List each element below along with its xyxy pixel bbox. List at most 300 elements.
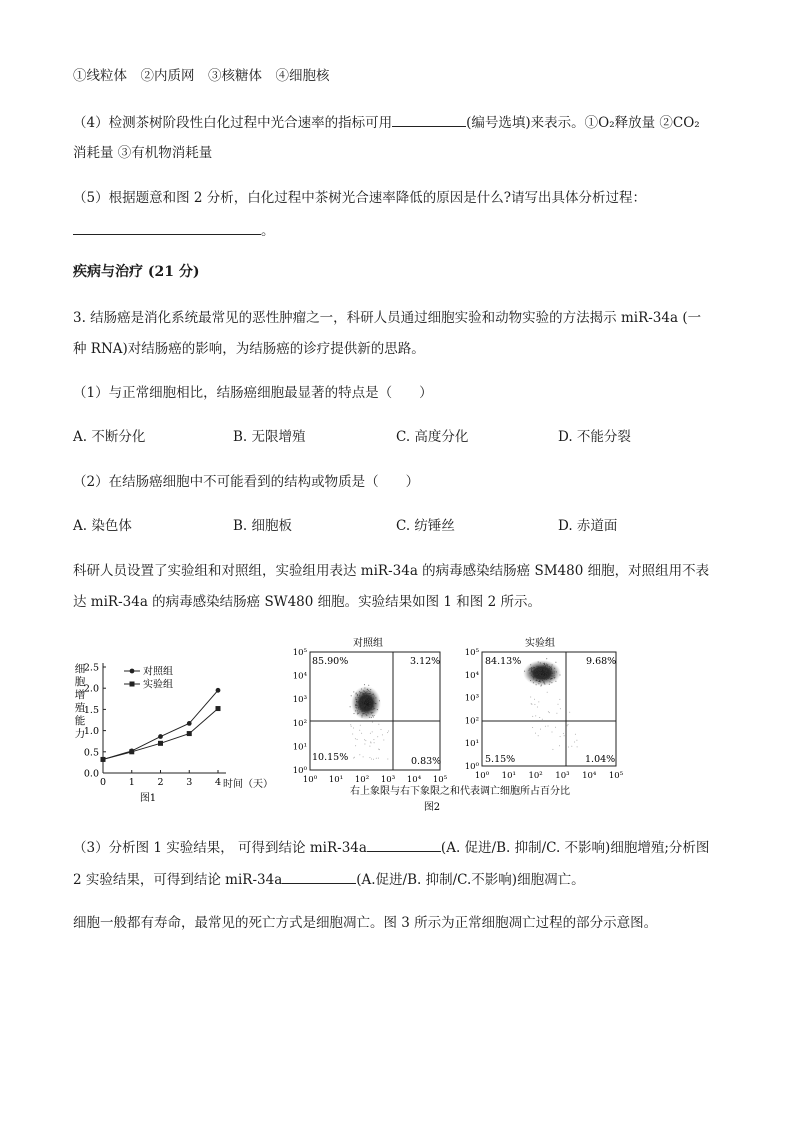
cell-dot: [363, 704, 364, 705]
cell-dot: [546, 658, 547, 659]
cell-dot: [360, 704, 361, 705]
question-5-answer: 。: [73, 220, 275, 241]
cell-dot: [542, 667, 543, 668]
cell-dot-sparse: [559, 745, 560, 746]
cell-dot-sparse: [364, 739, 365, 740]
cell-dot: [362, 693, 363, 694]
legend-label-control: 对照组: [143, 666, 173, 678]
cell-dot-sparse: [352, 734, 353, 735]
cell-dot: [369, 700, 370, 701]
cell-dot-sparse: [535, 715, 536, 716]
cell-dot: [530, 668, 531, 669]
cell-dot: [540, 677, 541, 678]
cell-dot: [357, 694, 358, 695]
cell-dot: [541, 672, 542, 673]
cell-dot: [366, 698, 367, 699]
cell-dot: [540, 681, 541, 682]
cell-dot: [358, 701, 359, 702]
cell-dot: [541, 676, 542, 677]
quadrant-bottom-right: 0.83%: [411, 756, 442, 767]
fig2-y-tick-label: 10⁴: [292, 671, 307, 682]
cell-dot: [368, 710, 369, 711]
cell-dot-sparse: [377, 736, 378, 737]
cell-dot: [372, 712, 373, 713]
answer-blank-apoptosis[interactable]: [282, 869, 356, 884]
cell-dot: [362, 710, 363, 711]
cell-dot: [365, 712, 366, 713]
cell-dot: [363, 696, 364, 697]
cell-dot: [370, 695, 371, 696]
question-3-3-line1: （3）分析图 1 实验结果， 可得到结论 miR-34a (A. 促进/B. 抑制/C. 不影响)细胞增殖;分析图: [73, 837, 709, 858]
cell-dot: [533, 674, 534, 675]
fig1-y-tick-label: 0.0: [83, 768, 99, 780]
sub2-option-b[interactable]: B. 细胞板: [233, 518, 293, 534]
cell-dot: [549, 668, 550, 669]
cell-dot: [533, 667, 534, 668]
question-3-intro-2: 种 RNA)对结肠癌的影响，为结肠癌的诊疗提供新的思路。: [73, 341, 425, 357]
cell-dot: [539, 673, 540, 674]
cell-dot: [537, 673, 538, 674]
fig1-ylabel-char: 殖: [74, 702, 86, 714]
sub2-option-c[interactable]: C. 纺锤丝: [396, 518, 455, 534]
cell-dot: [545, 667, 546, 668]
sub1-option-b[interactable]: B. 无限增殖: [233, 429, 306, 445]
cell-dot: [545, 678, 546, 679]
fig1-ylabel-char: 增: [74, 689, 86, 701]
cell-dot: [531, 670, 532, 671]
sub-question-2: （2）在结肠癌细胞中不可能看到的结构或物质是（ ）: [73, 474, 420, 490]
cell-dot: [555, 662, 556, 663]
cell-dot: [548, 669, 549, 670]
cell-dot-sparse: [534, 699, 535, 700]
cell-dot: [358, 709, 359, 710]
experiment-text-1: 科研人员设置了实验组和对照组，实验组用表达 miR-34a 的病毒感染结肠癌 SM480 细胞，对照组用不表: [73, 563, 710, 579]
cell-dot-sparse: [571, 746, 572, 747]
sub2-option-d[interactable]: D. 赤道面: [558, 518, 618, 534]
cell-dot: [543, 676, 544, 677]
cell-dot-sparse: [359, 730, 360, 731]
cell-dot: [371, 709, 372, 710]
cell-dot: [545, 670, 546, 671]
cell-dot-sparse: [382, 734, 383, 735]
cell-dot: [365, 703, 366, 704]
cell-dot-sparse: [532, 716, 533, 717]
cell-dot: [361, 698, 362, 699]
fig2-x-tick-label: 10³: [555, 771, 570, 781]
cell-dot-sparse: [569, 712, 570, 713]
cell-dot: [370, 689, 371, 690]
cell-dot-sparse: [359, 754, 360, 755]
cell-dot: [373, 698, 374, 699]
cell-dot: [363, 690, 364, 691]
quadrant-bottom-left: 5.15%: [485, 754, 516, 765]
cell-dot: [543, 667, 544, 668]
cell-dot: [559, 674, 560, 675]
fig1-point-control: [158, 734, 163, 739]
cell-dot-sparse: [537, 707, 538, 708]
fig1-ylabel-char: 细: [74, 663, 86, 675]
cell-dot: [363, 711, 364, 712]
fig1-point-experiment: [187, 731, 192, 736]
cell-dot: [358, 713, 359, 714]
fig2-y-tick-label: 10³: [464, 693, 479, 704]
cell-dot: [372, 715, 373, 716]
cell-dot-sparse: [378, 724, 379, 725]
fig2-x-tick-label: 10⁴: [406, 775, 422, 785]
cell-dot: [543, 665, 544, 666]
cell-dot: [549, 671, 550, 672]
fig1-xlabel: 时间（天）: [223, 779, 273, 790]
cell-dot: [361, 700, 362, 701]
sub2-option-a[interactable]: A. 染色体: [73, 518, 132, 534]
cell-dot: [377, 709, 378, 710]
cell-dot: [366, 694, 367, 695]
cell-dot: [356, 702, 357, 703]
cell-dot: [545, 674, 546, 675]
sub-question-1: （1）与正常细胞相比，结肠癌细胞最显著的特点是（ ）: [73, 385, 433, 401]
fig2-x-tick-label: 10²: [528, 771, 543, 781]
cell-dot: [370, 705, 371, 706]
panel-control: [293, 636, 448, 785]
fig1-legend: [124, 665, 173, 691]
cell-dot-sparse: [535, 733, 536, 734]
organelle-options: ①线粒体 ②内质网 ③核糖体 ④细胞核: [73, 68, 330, 84]
fig2-x-tick-label: 10⁴: [582, 771, 597, 781]
cell-dot: [365, 692, 366, 693]
figure-1-line-chart: [70, 645, 290, 815]
cell-dot: [368, 685, 369, 686]
fig1-series-line-0: [103, 690, 218, 759]
cell-dot: [536, 684, 537, 685]
cell-dot: [366, 703, 367, 704]
cell-dot: [357, 710, 358, 711]
cell-dot-sparse: [560, 708, 561, 709]
cell-dot: [544, 664, 545, 665]
cell-dot: [364, 701, 365, 702]
cell-dot: [363, 703, 364, 704]
cell-dot: [369, 717, 370, 718]
cell-dot: [358, 707, 359, 708]
cell-dot: [369, 696, 370, 697]
cell-dot: [368, 699, 369, 700]
answer-blank-q4[interactable]: [392, 112, 466, 127]
cell-dot-sparse: [549, 712, 550, 713]
quadrant-bottom-left: 10.15%: [312, 752, 349, 763]
fig2-x-tick-label: 10⁰: [302, 775, 318, 785]
cell-dot: [365, 710, 366, 711]
cell-dot-sparse: [545, 726, 546, 727]
cell-dot: [356, 701, 357, 702]
cell-dot: [554, 675, 555, 676]
fig1-x-tick-label: 3: [186, 777, 193, 788]
cell-dot: [369, 709, 370, 710]
cell-dot: [538, 672, 539, 673]
cell-dot: [369, 707, 370, 708]
cell-dot-sparse: [575, 734, 576, 735]
cell-dot: [545, 666, 546, 667]
cell-dot-sparse: [548, 726, 549, 727]
cell-dot: [533, 682, 534, 683]
cell-dot: [364, 706, 365, 707]
cell-dot-sparse: [576, 740, 577, 741]
cell-dot: [541, 673, 542, 674]
cell-dot: [545, 672, 546, 673]
final-text: 细胞一般都有寿命，最常见的死亡方式是细胞凋亡。图 3 所示为正常细胞凋亡过程的部分示意图。: [73, 915, 658, 931]
cell-dot: [535, 671, 536, 672]
cell-dot-sparse: [355, 745, 356, 746]
answer-blank-q5[interactable]: [73, 220, 261, 235]
cell-dot-sparse: [355, 738, 356, 739]
cell-dot: [365, 693, 366, 694]
fig2-x-tick-label: 10⁵: [608, 771, 624, 781]
cell-dot: [531, 667, 532, 668]
cell-dot: [540, 662, 541, 663]
cell-dot-sparse: [360, 725, 361, 726]
cell-dot-sparse: [372, 722, 373, 723]
quadrant-top-right: 9.68%: [586, 656, 617, 667]
cell-dot: [548, 677, 549, 678]
cell-dot: [538, 668, 539, 669]
cell-dot: [549, 674, 550, 675]
cell-dot: [529, 668, 530, 669]
cell-dot: [548, 672, 549, 673]
cell-dot-sparse: [357, 739, 358, 740]
sub1-option-d[interactable]: D. 不能分裂: [558, 429, 631, 445]
fig2-y-tick-label: 10⁰: [464, 762, 479, 772]
cell-dot: [357, 705, 358, 706]
cell-dot: [373, 716, 374, 717]
cell-dot: [367, 689, 368, 690]
cell-dot-sparse: [530, 697, 531, 698]
cell-dot-sparse: [388, 731, 389, 732]
cell-dot-sparse: [369, 757, 370, 758]
cell-dot: [541, 670, 542, 671]
fig1-caption: 图1: [139, 793, 157, 804]
cell-dot-sparse: [558, 704, 559, 705]
cell-dot: [556, 671, 557, 672]
cell-dot-sparse: [353, 758, 354, 759]
cell-dot: [357, 695, 358, 696]
cell-dot: [554, 671, 555, 672]
cell-dot: [369, 701, 370, 702]
cell-dot: [535, 669, 536, 670]
panel-experiment: [465, 636, 624, 781]
cell-dot: [366, 714, 367, 715]
fig1-point-experiment: [158, 741, 163, 746]
cell-dot: [542, 676, 543, 677]
cell-dot-sparse: [353, 728, 354, 729]
cell-dot: [531, 671, 532, 672]
cell-dot: [538, 681, 539, 682]
cell-dot: [544, 670, 545, 671]
cell-dot: [538, 683, 539, 684]
cell-dot: [543, 673, 544, 674]
cell-dot-sparse: [378, 758, 379, 759]
cell-dot: [365, 705, 366, 706]
sub1-option-a[interactable]: A. 不断分化: [73, 429, 146, 445]
fig1-y-tick-label: 1.5: [83, 704, 99, 716]
fig1-point-experiment: [129, 749, 134, 754]
cell-dot: [360, 700, 361, 701]
panel-experiment-title: 实验组: [525, 638, 555, 649]
fig1-x-tick-label: 0: [99, 777, 107, 788]
cell-dot: [531, 675, 532, 676]
cell-dot: [355, 707, 356, 708]
fig1-point-control: [216, 688, 221, 693]
cell-dot-sparse: [381, 729, 382, 730]
cell-dot: [549, 681, 550, 682]
cell-dot: [544, 672, 545, 673]
cell-dot-sparse: [370, 742, 371, 743]
cell-dot: [551, 675, 552, 676]
cell-dot: [367, 711, 368, 712]
fig1-point-experiment: [216, 706, 221, 711]
section-heading: 疾病与治疗 (21 分): [73, 264, 200, 280]
quadrant-top-left: 84.13%: [485, 656, 522, 667]
cell-dot: [353, 713, 354, 714]
cell-dot: [552, 673, 553, 674]
cell-dot: [536, 666, 537, 667]
cell-dot-sparse: [370, 733, 371, 734]
cell-cloud-core: [523, 660, 561, 686]
cell-dot: [540, 685, 541, 686]
cell-dot: [547, 675, 548, 676]
cell-dot: [555, 681, 556, 682]
question-3-intro-1: 3. 结肠癌是消化系统最常见的恶性肿瘤之一，科研人员通过细胞实验和动物实验的方法揭示 miR-34a (一: [73, 310, 702, 326]
cell-dot: [542, 680, 543, 681]
cell-dot: [544, 684, 545, 685]
cell-dot: [361, 704, 362, 705]
cell-dot: [361, 709, 362, 710]
cell-dot: [529, 673, 530, 674]
cell-dot-sparse: [574, 742, 575, 743]
cell-dot: [359, 706, 360, 707]
cell-dot: [361, 703, 362, 704]
cell-dot: [372, 694, 373, 695]
cell-dot: [369, 693, 370, 694]
cell-dot: [365, 708, 366, 709]
cell-dot: [356, 708, 357, 709]
question-4-cont: 消耗量 ③有机物消耗量: [73, 145, 213, 161]
cell-dot: [367, 700, 368, 701]
cell-dot: [360, 692, 361, 693]
cell-dot-sparse: [365, 740, 366, 741]
cell-dot: [364, 684, 365, 685]
cell-dot-sparse: [531, 704, 532, 705]
cell-dot-sparse: [374, 742, 375, 743]
cell-dot: [538, 676, 539, 677]
cell-dot: [538, 666, 539, 667]
cell-dot: [360, 693, 361, 694]
cell-dot: [364, 687, 365, 688]
cell-dot-sparse: [354, 757, 355, 758]
cell-dot: [374, 708, 375, 709]
cell-dot-sparse: [548, 711, 549, 712]
cell-dot-sparse: [547, 692, 548, 693]
question-3-3-line2: 2 实验结果，可得到结论 miR-34a (A.促进/B. 抑制/C.不影响)细胞凋亡。: [73, 869, 585, 890]
cell-dot: [364, 691, 365, 692]
cell-dot: [375, 703, 376, 704]
cell-dot: [535, 680, 536, 681]
cell-dot-sparse: [361, 733, 362, 734]
cell-dot: [371, 701, 372, 702]
cell-dot: [350, 706, 351, 707]
cell-dot-sparse: [383, 740, 384, 741]
cell-dot: [547, 665, 548, 666]
cell-dot: [361, 692, 362, 693]
cell-dot: [543, 671, 544, 672]
cell-dot-sparse: [560, 736, 561, 737]
cell-dot-sparse: [567, 725, 568, 726]
question-5: （5）根据题意和图 2 分析，白化过程中茶树光合速率降低的原因是什么?请写出具体分析过程：: [73, 190, 646, 206]
cell-dot: [364, 699, 365, 700]
cell-dot: [540, 668, 541, 669]
panel-control-title: 对照组: [353, 638, 383, 649]
fig1-marks: [101, 688, 221, 762]
quadrant-top-left: 85.90%: [312, 656, 349, 667]
cell-dot: [371, 697, 372, 698]
cell-dot: [549, 669, 550, 670]
fig1-x-tick-label: 2: [157, 777, 164, 788]
fig2-note: 右上象限与右下象限之和代表调亡细胞所占百分比: [350, 786, 570, 797]
legend-label-experiment: 实验组: [143, 679, 173, 691]
cell-dot: [372, 699, 373, 700]
cell-dot: [533, 671, 534, 672]
cell-dot: [366, 715, 367, 716]
quadrant-bottom-right: 1.04%: [585, 754, 616, 765]
fig2-y-tick-label: 10⁴: [464, 670, 479, 681]
answer-blank-proliferation[interactable]: [367, 837, 441, 852]
cell-dot: [549, 684, 550, 685]
cell-dot: [532, 671, 533, 672]
cell-dot: [365, 696, 366, 697]
fig1-series-line-1: [103, 709, 218, 760]
cell-dot: [534, 676, 535, 677]
cell-dot: [363, 698, 364, 699]
cell-dot: [539, 672, 540, 673]
cell-dot: [550, 673, 551, 674]
quadrant-top-right: 3.12%: [410, 656, 441, 667]
fig2-x-tick-label: 10³: [380, 775, 396, 785]
cell-dot: [363, 700, 364, 701]
panel-experiment-cell-cloud: [523, 658, 578, 750]
fig1-point-experiment: [101, 757, 106, 762]
experiment-text-2: 达 miR-34a 的病毒感染结肠癌 SW480 细胞。实验结果如图 1 和图 2 所示。: [73, 594, 541, 610]
cell-dot: [546, 679, 547, 680]
cell-dot: [530, 680, 531, 681]
cell-dot: [357, 712, 358, 713]
cell-dot: [368, 713, 369, 714]
cell-dot: [353, 691, 354, 692]
cell-dot: [536, 672, 537, 673]
cell-dot: [550, 671, 551, 672]
cell-dot: [372, 709, 373, 710]
cell-dot: [375, 697, 376, 698]
cell-dot: [373, 707, 374, 708]
cell-dot: [546, 673, 547, 674]
cell-dot: [551, 671, 552, 672]
cell-dot-sparse: [577, 746, 578, 747]
cell-dot: [551, 676, 552, 677]
sub1-option-c[interactable]: C. 高度分化: [396, 429, 469, 445]
cell-dot: [553, 676, 554, 677]
cell-dot-sparse: [564, 735, 565, 736]
cell-dot: [359, 702, 360, 703]
cell-dot-sparse: [363, 756, 364, 757]
cell-dot: [366, 697, 367, 698]
cell-dot: [361, 716, 362, 717]
cell-dot: [371, 717, 372, 718]
